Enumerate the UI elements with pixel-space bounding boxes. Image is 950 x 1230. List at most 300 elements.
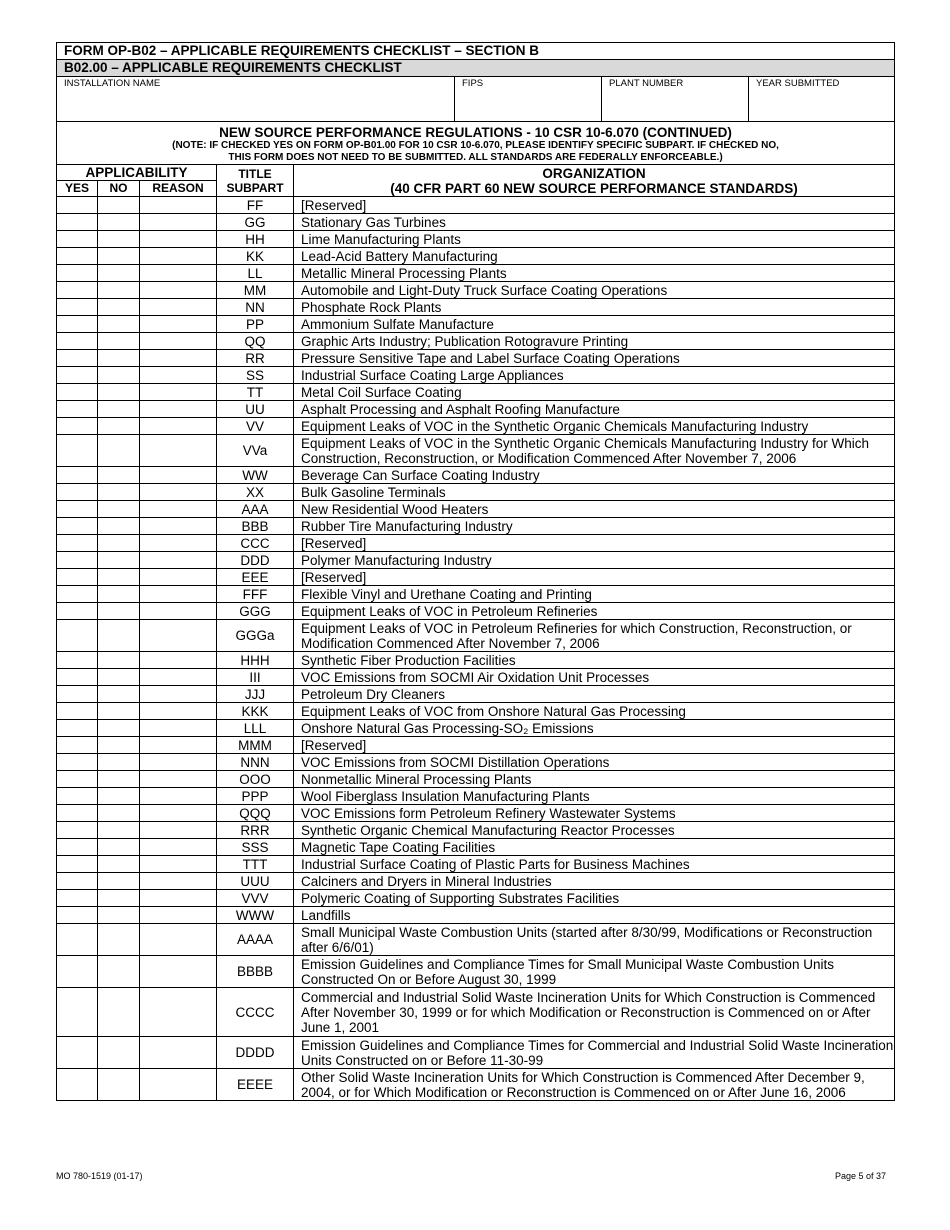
yes-cell[interactable] <box>57 822 98 839</box>
reason-cell[interactable] <box>140 384 217 401</box>
nsps-note-line2: THIS FORM DOES NOT NEED TO BE SUBMITTED. ALL STANDARDS ARE FEDERALLY ENFORCEABLE.) <box>228 151 723 163</box>
subpart-cell: CCCC <box>217 988 294 1037</box>
table-row <box>57 435 895 467</box>
organization-cell: [Reserved] <box>294 535 895 552</box>
yes-cell[interactable] <box>57 299 98 316</box>
reason-cell[interactable] <box>140 1037 217 1069</box>
table-row <box>57 418 895 435</box>
yes-cell[interactable] <box>57 316 98 333</box>
no-cell[interactable] <box>98 652 140 669</box>
table-row <box>57 552 895 569</box>
reason-cell[interactable] <box>140 988 217 1037</box>
yes-cell[interactable] <box>57 1037 98 1069</box>
reason-cell[interactable] <box>140 805 217 822</box>
reason-cell[interactable] <box>140 1069 217 1101</box>
form-title: FORM OP-B02 – APPLICABLE REQUIREMENTS CHECKLIST – SECTION B <box>57 43 895 60</box>
no-cell[interactable] <box>98 467 140 484</box>
installation-name-field[interactable] <box>57 77 455 122</box>
reason-cell[interactable] <box>140 214 217 231</box>
no-cell[interactable] <box>98 501 140 518</box>
table-row <box>57 484 895 501</box>
table-row <box>57 518 895 535</box>
organization-cell: Magnetic Tape Coating Facilities <box>294 839 895 856</box>
no-cell[interactable] <box>98 282 140 299</box>
subpart-cell: TTT <box>217 856 294 873</box>
organization-cell: Synthetic Fiber Production Facilities <box>294 652 895 669</box>
applicability-header: APPLICABILITY <box>57 165 217 181</box>
table-row <box>57 586 895 603</box>
subpart-cell: NNN <box>217 754 294 771</box>
yes-cell[interactable] <box>57 988 98 1037</box>
organization-cell: Graphic Arts Industry; Publication Rotogravure Printing <box>294 333 895 350</box>
subpart-cell: JJJ <box>217 686 294 703</box>
no-cell[interactable] <box>98 333 140 350</box>
table-row <box>57 720 895 737</box>
yes-cell[interactable] <box>57 788 98 805</box>
organization-cell: Wool Fiberglass Insulation Manufacturing Plants <box>294 788 895 805</box>
subpart-cell: WWW <box>217 907 294 924</box>
subpart-cell: SSS <box>217 839 294 856</box>
reason-cell[interactable] <box>140 754 217 771</box>
no-cell[interactable] <box>98 248 140 265</box>
reason-cell[interactable] <box>140 703 217 720</box>
table-row <box>57 771 895 788</box>
table-row <box>57 248 895 265</box>
organization-cell: New Residential Wood Heaters <box>294 501 895 518</box>
reason-cell[interactable] <box>140 822 217 839</box>
no-cell[interactable] <box>98 569 140 586</box>
organization-cell: Equipment Leaks of VOC in Petroleum Refineries for which Construction, Reconstruction, or Modification Commenced After November 7, 2006 <box>294 620 895 652</box>
table-row <box>57 907 895 924</box>
reason-cell[interactable] <box>140 248 217 265</box>
yes-cell[interactable] <box>57 231 98 248</box>
organization-cell: Landfills <box>294 907 895 924</box>
yes-cell[interactable] <box>57 282 98 299</box>
table-row <box>57 231 895 248</box>
no-cell[interactable] <box>98 518 140 535</box>
table-row <box>57 401 895 418</box>
reason-cell[interactable] <box>140 686 217 703</box>
reason-cell[interactable] <box>140 316 217 333</box>
reason-cell[interactable] <box>140 771 217 788</box>
subpart-cell: HH <box>217 231 294 248</box>
organization-cell: VOC Emissions form Petroleum Refinery Wastewater Systems <box>294 805 895 822</box>
no-cell[interactable] <box>98 907 140 924</box>
no-cell[interactable] <box>98 535 140 552</box>
yes-cell[interactable] <box>57 265 98 282</box>
organization-cell: Beverage Can Surface Coating Industry <box>294 467 895 484</box>
reason-cell[interactable] <box>140 231 217 248</box>
table-row <box>57 299 895 316</box>
subpart-cell: WW <box>217 467 294 484</box>
table-row <box>57 467 895 484</box>
subpart-cell: OOO <box>217 771 294 788</box>
yes-cell[interactable] <box>57 907 98 924</box>
reason-cell[interactable] <box>140 956 217 988</box>
section-title: B02.00 – APPLICABLE REQUIREMENTS CHECKLIST <box>57 60 895 77</box>
subpart-cell: VVV <box>217 890 294 907</box>
reason-cell[interactable] <box>140 282 217 299</box>
table-row <box>57 873 895 890</box>
organization-cell: Calciners and Dryers in Mineral Industries <box>294 873 895 890</box>
installation-name-label: INSTALLATION NAME <box>64 78 161 89</box>
no-cell[interactable] <box>98 771 140 788</box>
no-cell[interactable] <box>98 703 140 720</box>
subpart-cell: LL <box>217 265 294 282</box>
no-cell[interactable] <box>98 788 140 805</box>
reason-cell[interactable] <box>140 418 217 435</box>
requirements-rows <box>57 197 895 1101</box>
organization-cell: Bulk Gasoline Terminals <box>294 484 895 501</box>
yes-cell[interactable] <box>57 669 98 686</box>
yes-cell[interactable] <box>57 367 98 384</box>
reason-cell[interactable] <box>140 401 217 418</box>
organization-cell: Rubber Tire Manufacturing Industry <box>294 518 895 535</box>
reason-cell[interactable] <box>140 669 217 686</box>
organization-cell: Onshore Natural Gas Processing-SO₂ Emissions <box>294 720 895 737</box>
table-row <box>57 788 895 805</box>
yes-cell[interactable] <box>57 418 98 435</box>
table-row <box>57 956 895 988</box>
table-row <box>57 686 895 703</box>
reason-cell[interactable] <box>140 737 217 754</box>
form-number: MO 780-1519 (01-17) <box>56 1171 143 1181</box>
title-subpart-header <box>217 165 294 197</box>
no-cell[interactable] <box>98 197 140 214</box>
subpart-cell: TT <box>217 384 294 401</box>
reason-cell[interactable] <box>140 299 217 316</box>
nsps-note-line1: (NOTE: IF CHECKED YES ON FORM OP-B01.00 FOR 10 CSR 10-6.070, PLEASE IDENTIFY SPECIFIC SUBPART. IF CHECKED NO, <box>172 139 779 151</box>
table-row <box>57 669 895 686</box>
subpart-cell: RR <box>217 350 294 367</box>
yes-cell[interactable] <box>57 686 98 703</box>
reason-cell[interactable] <box>140 435 217 467</box>
organization-cell: Lime Manufacturing Plants <box>294 231 895 248</box>
table-row <box>57 316 895 333</box>
subpart-cell: DDD <box>217 552 294 569</box>
table-row <box>57 350 895 367</box>
reason-cell[interactable] <box>140 484 217 501</box>
no-cell[interactable] <box>98 1037 140 1069</box>
yes-cell[interactable] <box>57 569 98 586</box>
nsps-heading: NEW SOURCE PERFORMANCE REGULATIONS - 10 CSR 10-6.070 (CONTINUED) <box>219 124 732 140</box>
yes-cell[interactable] <box>57 484 98 501</box>
subpart-cell: HHH <box>217 652 294 669</box>
subpart-cell: NN <box>217 299 294 316</box>
table-row <box>57 805 895 822</box>
no-cell[interactable] <box>98 603 140 620</box>
organization-cell: Industrial Surface Coating Large Appliances <box>294 367 895 384</box>
table-row <box>57 924 895 956</box>
organization-cell: Industrial Surface Coating of Plastic Parts for Business Machines <box>294 856 895 873</box>
table-row <box>57 988 895 1037</box>
plant-number-field[interactable] <box>602 77 749 122</box>
reason-cell[interactable] <box>140 720 217 737</box>
organization-header <box>294 165 895 197</box>
table-row <box>57 384 895 401</box>
no-cell[interactable] <box>98 316 140 333</box>
yes-cell[interactable] <box>57 856 98 873</box>
yes-cell[interactable] <box>57 754 98 771</box>
no-cell[interactable] <box>98 686 140 703</box>
subpart-header: SUBPART <box>226 180 284 195</box>
yes-header: YES <box>57 181 98 197</box>
table-row <box>57 620 895 652</box>
reason-cell[interactable] <box>140 333 217 350</box>
table-row <box>57 535 895 552</box>
reason-cell[interactable] <box>140 552 217 569</box>
yes-cell[interactable] <box>57 703 98 720</box>
subpart-cell: RRR <box>217 822 294 839</box>
reason-cell[interactable] <box>140 501 217 518</box>
subpart-cell: PP <box>217 316 294 333</box>
reason-cell[interactable] <box>140 924 217 956</box>
table-row <box>57 856 895 873</box>
subpart-cell: MM <box>217 282 294 299</box>
subpart-cell: DDDD <box>217 1037 294 1069</box>
no-cell[interactable] <box>98 754 140 771</box>
yes-cell[interactable] <box>57 333 98 350</box>
no-cell[interactable] <box>98 552 140 569</box>
no-cell[interactable] <box>98 856 140 873</box>
organization-cell: Equipment Leaks of VOC in the Synthetic Organic Chemicals Manufacturing Industry <box>294 418 895 435</box>
no-cell[interactable] <box>98 214 140 231</box>
organization-cell: Other Solid Waste Incineration Units for Which Construction is Commenced After December 9, 2004, or for Which Modification or Reconstruction is Commenced on or After June 16, 2006 <box>294 1069 895 1101</box>
reason-cell[interactable] <box>140 907 217 924</box>
organization-cell: Equipment Leaks of VOC in the Synthetic Organic Chemicals Manufacturing Industry for Which Construction, Reconstruction, or Modification Commenced After November 7, 2006 <box>294 435 895 467</box>
table-row <box>57 569 895 586</box>
organization-cell: Metallic Mineral Processing Plants <box>294 265 895 282</box>
subpart-cell: EEE <box>217 569 294 586</box>
subpart-cell: QQQ <box>217 805 294 822</box>
subpart-cell: GGG <box>217 603 294 620</box>
subpart-cell: LLL <box>217 720 294 737</box>
yes-cell[interactable] <box>57 518 98 535</box>
yes-cell[interactable] <box>57 652 98 669</box>
organization-cell: Metal Coil Surface Coating <box>294 384 895 401</box>
subpart-cell: GGGa <box>217 620 294 652</box>
yes-cell[interactable] <box>57 873 98 890</box>
yes-cell[interactable] <box>57 401 98 418</box>
yes-cell[interactable] <box>57 248 98 265</box>
yes-cell[interactable] <box>57 586 98 603</box>
no-cell[interactable] <box>98 484 140 501</box>
plant-number-label: PLANT NUMBER <box>609 78 684 89</box>
no-cell[interactable] <box>98 873 140 890</box>
subpart-cell: XX <box>217 484 294 501</box>
yes-cell[interactable] <box>57 620 98 652</box>
organization-cell: Automobile and Light-Duty Truck Surface Coating Operations <box>294 282 895 299</box>
table-row <box>57 839 895 856</box>
reason-cell[interactable] <box>140 350 217 367</box>
requirements-table <box>56 121 895 1101</box>
no-cell[interactable] <box>98 620 140 652</box>
organization-cell: Phosphate Rock Plants <box>294 299 895 316</box>
no-cell[interactable] <box>98 384 140 401</box>
yes-cell[interactable] <box>57 535 98 552</box>
organization-cell: Nonmetallic Mineral Processing Plants <box>294 771 895 788</box>
yes-cell[interactable] <box>57 214 98 231</box>
reason-cell[interactable] <box>140 890 217 907</box>
table-row <box>57 367 895 384</box>
subpart-cell: GG <box>217 214 294 231</box>
subpart-cell: SS <box>217 367 294 384</box>
yes-cell[interactable] <box>57 1069 98 1101</box>
no-cell[interactable] <box>98 367 140 384</box>
no-cell[interactable] <box>98 988 140 1037</box>
organization-cell: Polymer Manufacturing Industry <box>294 552 895 569</box>
no-cell[interactable] <box>98 956 140 988</box>
no-cell[interactable] <box>98 737 140 754</box>
reason-cell[interactable] <box>140 856 217 873</box>
organization-cell: Ammonium Sulfate Manufacture <box>294 316 895 333</box>
table-row <box>57 754 895 771</box>
no-cell[interactable] <box>98 299 140 316</box>
no-cell[interactable] <box>98 839 140 856</box>
organization-cell: Commercial and Industrial Solid Waste Incineration Units for Which Construction is Commenced After November 30, 1999 or for which Modification or Reconstruction is Commenced on or After June 1, 2001 <box>294 988 895 1037</box>
organization-cell: Small Municipal Waste Combustion Units (started after 8/30/99, Modifications or Reconstruction after 6/6/01) <box>294 924 895 956</box>
subpart-cell: AAA <box>217 501 294 518</box>
organization-cell: Emission Guidelines and Compliance Times for Commercial and Industrial Solid Waste Incineration Units Constructed on or Before 11-30-99 <box>294 1037 895 1069</box>
organization-cell: Emission Guidelines and Compliance Times for Small Municipal Waste Combustion Units Constructed On or Before August 30, 1999 <box>294 956 895 988</box>
table-row <box>57 214 895 231</box>
organization-cell: [Reserved] <box>294 737 895 754</box>
no-cell[interactable] <box>98 586 140 603</box>
organization-cell: Petroleum Dry Cleaners <box>294 686 895 703</box>
table-row <box>57 703 895 720</box>
subpart-cell: UU <box>217 401 294 418</box>
subpart-cell: AAAA <box>217 924 294 956</box>
reason-cell[interactable] <box>140 265 217 282</box>
no-cell[interactable] <box>98 720 140 737</box>
table-row <box>57 1069 895 1101</box>
subpart-cell: KK <box>217 248 294 265</box>
organization-cell: [Reserved] <box>294 197 895 214</box>
table-row <box>57 890 895 907</box>
page-number: Page 5 of 37 <box>834 1171 886 1181</box>
table-row <box>57 737 895 754</box>
no-cell[interactable] <box>98 401 140 418</box>
fips-field[interactable] <box>455 77 602 122</box>
no-cell[interactable] <box>98 350 140 367</box>
subpart-cell: BBB <box>217 518 294 535</box>
yes-cell[interactable] <box>57 501 98 518</box>
organization-cell: VOC Emissions from SOCMI Air Oxidation Unit Processes <box>294 669 895 686</box>
no-header: NO <box>98 181 140 197</box>
yes-cell[interactable] <box>57 552 98 569</box>
year-submitted-field[interactable] <box>749 77 895 122</box>
no-cell[interactable] <box>98 805 140 822</box>
organization-cell: VOC Emissions from SOCMI Distillation Operations <box>294 754 895 771</box>
form-header <box>56 42 895 122</box>
organization-cell: Asphalt Processing and Asphalt Roofing Manufacture <box>294 401 895 418</box>
reason-cell[interactable] <box>140 518 217 535</box>
subpart-cell: EEEE <box>217 1069 294 1101</box>
reason-cell[interactable] <box>140 652 217 669</box>
organization-cell: [Reserved] <box>294 569 895 586</box>
table-row <box>57 333 895 350</box>
nsps-header <box>57 122 895 165</box>
no-cell[interactable] <box>98 1069 140 1101</box>
no-cell[interactable] <box>98 265 140 282</box>
no-cell[interactable] <box>98 890 140 907</box>
reason-cell[interactable] <box>140 197 217 214</box>
reason-cell[interactable] <box>140 535 217 552</box>
subpart-cell: QQ <box>217 333 294 350</box>
no-cell[interactable] <box>98 924 140 956</box>
no-cell[interactable] <box>98 418 140 435</box>
yes-cell[interactable] <box>57 720 98 737</box>
organization-cell: Equipment Leaks of VOC in Petroleum Refineries <box>294 603 895 620</box>
yes-cell[interactable] <box>57 384 98 401</box>
yes-cell[interactable] <box>57 350 98 367</box>
subpart-cell: VVa <box>217 435 294 467</box>
organization-cell: Flexible Vinyl and Urethane Coating and Printing <box>294 586 895 603</box>
no-cell[interactable] <box>98 435 140 467</box>
reason-cell[interactable] <box>140 620 217 652</box>
organization-cell: Polymeric Coating of Supporting Substrates Facilities <box>294 890 895 907</box>
subpart-cell: MMM <box>217 737 294 754</box>
organization-cell: Equipment Leaks of VOC from Onshore Natural Gas Processing <box>294 703 895 720</box>
table-row <box>57 1037 895 1069</box>
reason-cell[interactable] <box>140 603 217 620</box>
yes-cell[interactable] <box>57 771 98 788</box>
reason-cell[interactable] <box>140 873 217 890</box>
yes-cell[interactable] <box>57 924 98 956</box>
reason-cell[interactable] <box>140 569 217 586</box>
reason-cell[interactable] <box>140 467 217 484</box>
yes-cell[interactable] <box>57 890 98 907</box>
organization-header-sub: (40 CFR PART 60 NEW SOURCE PERFORMANCE STANDARDS) <box>390 180 798 196</box>
reason-cell[interactable] <box>140 367 217 384</box>
subpart-cell: FFF <box>217 586 294 603</box>
yes-cell[interactable] <box>57 197 98 214</box>
table-row <box>57 501 895 518</box>
table-row <box>57 197 895 214</box>
yes-cell[interactable] <box>57 603 98 620</box>
organization-cell: Synthetic Organic Chemical Manufacturing Reactor Processes <box>294 822 895 839</box>
reason-header: REASON <box>140 181 217 197</box>
yes-cell[interactable] <box>57 435 98 467</box>
table-row <box>57 652 895 669</box>
reason-cell[interactable] <box>140 839 217 856</box>
no-cell[interactable] <box>98 669 140 686</box>
table-row <box>57 282 895 299</box>
yes-cell[interactable] <box>57 737 98 754</box>
organization-cell: Stationary Gas Turbines <box>294 214 895 231</box>
yes-cell[interactable] <box>57 467 98 484</box>
fips-label: FIPS <box>462 78 484 89</box>
no-cell[interactable] <box>98 231 140 248</box>
title-header: TITLE <box>238 166 272 181</box>
yes-cell[interactable] <box>57 805 98 822</box>
yes-cell[interactable] <box>57 839 98 856</box>
reason-cell[interactable] <box>140 586 217 603</box>
reason-cell[interactable] <box>140 788 217 805</box>
subpart-cell: UUU <box>217 873 294 890</box>
subpart-cell: PPP <box>217 788 294 805</box>
subpart-cell: III <box>217 669 294 686</box>
year-submitted-label: YEAR SUBMITTED <box>756 78 840 89</box>
table-row <box>57 265 895 282</box>
organization-header-label: ORGANIZATION <box>542 165 646 181</box>
yes-cell[interactable] <box>57 956 98 988</box>
subpart-cell: CCC <box>217 535 294 552</box>
no-cell[interactable] <box>98 822 140 839</box>
table-row <box>57 822 895 839</box>
subpart-cell: VV <box>217 418 294 435</box>
organization-cell: Pressure Sensitive Tape and Label Surface Coating Operations <box>294 350 895 367</box>
